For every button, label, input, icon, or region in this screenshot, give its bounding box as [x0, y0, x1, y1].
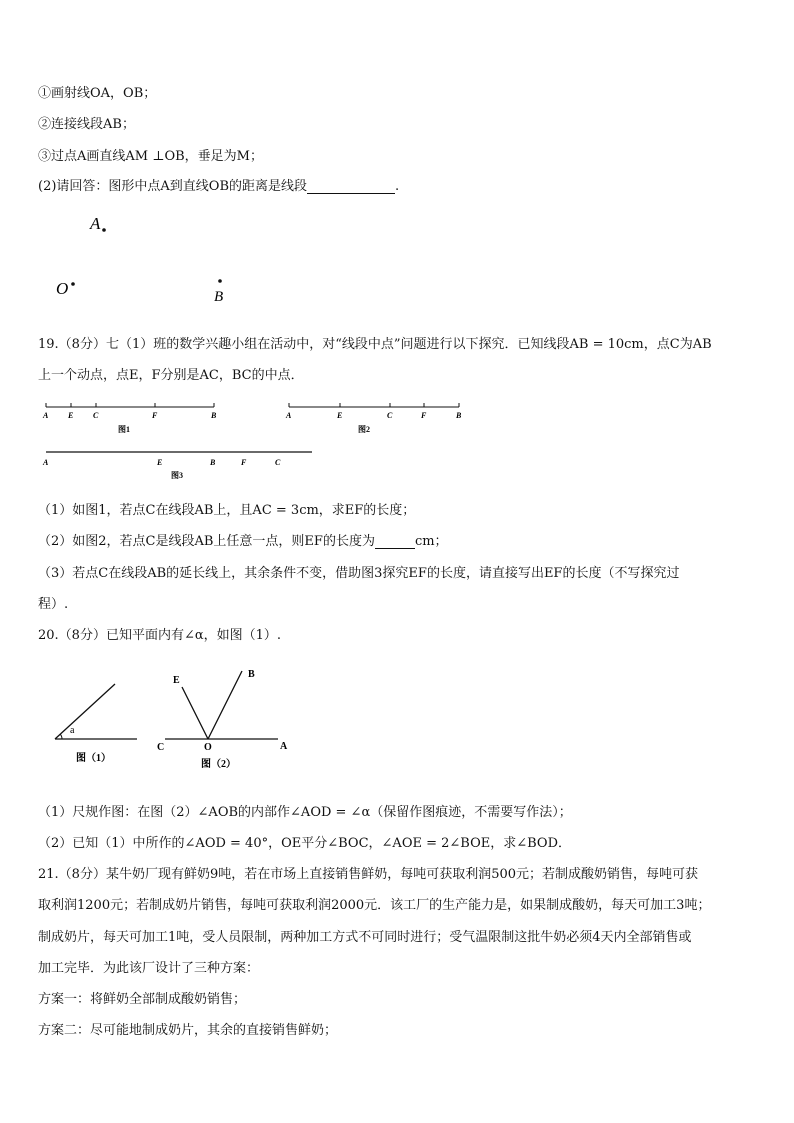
alpha-arc — [60, 734, 62, 739]
point-label-o: O — [56, 279, 69, 298]
q18-step2: ②连接线段AB； — [38, 117, 135, 132]
q18-points-figure — [40, 205, 260, 310]
q20-fig1-caption: 图（1） — [76, 753, 111, 764]
point-label-a: A — [90, 214, 101, 233]
fig3-caption: 图3 — [171, 471, 183, 480]
point-o-dot — [71, 282, 75, 286]
fig3-label-a: A — [43, 458, 49, 467]
q20-sub1: （1）尺规作图：在图（2）∠AOB的内部作∠AOD = ∠α（保留作图痕迹，不需要写作法）； — [38, 805, 572, 820]
q19-line2: 上一个动点，点E，F分别是AC，BC的中点． — [38, 368, 304, 383]
q18-part2 — [38, 175, 399, 194]
q19-sub1: （1）如图1，若点C在线段AB上，且AC = 3cm，求EF的长度； — [38, 503, 416, 518]
ray-oe — [182, 687, 208, 739]
q21-plan1: 方案一：将鲜奶全部制成酸奶销售； — [38, 992, 247, 1007]
point-b-dot — [218, 279, 222, 283]
fig2-label-b: B — [456, 411, 462, 420]
fig3-label-e: E — [157, 458, 163, 467]
fig1-label-e: E — [68, 411, 74, 420]
fig1-label-c: C — [93, 411, 99, 420]
point-label-b: B — [214, 289, 224, 305]
fig1-ticks — [46, 403, 214, 407]
label-o: O — [204, 742, 212, 753]
answer-blank — [375, 536, 415, 549]
q18-step1: ①画射线OA，OB； — [38, 86, 157, 101]
answer-blank — [307, 181, 395, 194]
label-e: E — [173, 675, 180, 686]
fig2-label-e: E — [337, 411, 343, 420]
label-b: B — [248, 669, 255, 680]
q19-segment-figures — [38, 400, 468, 482]
point-a-dot — [102, 228, 106, 232]
fig2-label-c: C — [387, 411, 393, 420]
alpha-side-ray — [55, 684, 115, 739]
fig2-ticks — [289, 403, 459, 407]
q20-sub2: （2）已知（1）中所作的∠AOD = 40°，OE平分∠BOC，∠AOE = 2∠BOE，求∠BOD． — [38, 836, 572, 851]
q18-part2-text: (2)请回答：图形中点A到直线OB的距离是线段 — [38, 179, 308, 194]
q19-sub2-text: （2）如图2，若点C是线段AB上任意一点，则EF的长度为 — [38, 534, 375, 549]
fig3-label-f: F — [241, 458, 247, 467]
q21-line3: 制成奶片，每天可加工1吨，受人员限制，两种加工方式不可同时进行；受气温限制这批牛奶必须4天内全部销售或 — [38, 930, 692, 945]
fig3-label-b: B — [210, 458, 216, 467]
q19-sub3-line1: （3）若点C在线段AB的延长线上，其余条件不变，借助图3探究EF的长度，请直接写出EF的长度（不写探究过 — [38, 566, 680, 581]
q20-angle-figures — [40, 660, 310, 775]
q21-plan2: 方案二：尽可能地制成奶片，其余的直接销售鲜奶； — [38, 1023, 338, 1038]
label-c: C — [157, 742, 165, 753]
fig2-caption: 图2 — [358, 425, 370, 434]
alpha-label: a — [70, 725, 75, 736]
q19-line1: 19.（8分）七（1）班的数学兴趣小组在活动中，对“线段中点”问题进行以下探究．已知线段AB = 10cm，点C为AB — [38, 337, 712, 352]
q20-fig2-caption: 图（2） — [201, 759, 236, 770]
fig2-label-a: A — [286, 411, 292, 420]
q18-part2-end: . — [395, 179, 400, 194]
fig1-caption: 图1 — [118, 425, 130, 434]
q21-line4: 加工完毕．为此该厂设计了三种方案： — [38, 961, 260, 976]
fig1-label-f: F — [152, 411, 158, 420]
q19-sub2 — [38, 530, 448, 549]
q21-line1: 21.（8分）某牛奶厂现有鲜奶9吨，若在市场上直接销售鲜奶，每吨可获取利润500元；若制成酸奶销售，每吨可获 — [38, 867, 699, 882]
fig1-label-a: A — [43, 411, 49, 420]
q20-line1: 20.（8分）已知平面内有∠α，如图（1）. — [38, 628, 282, 643]
q18-step3: ③过点A画直线AM ⊥OB，垂足为M； — [38, 149, 263, 164]
label-a: A — [280, 741, 288, 752]
q21-line2: 取利润1200元；若制成奶片销售，每吨可获取利润2000元．该工厂的生产能力是，如果制成酸奶，每天可加工3吨； — [38, 898, 711, 913]
fig2-label-f: F — [421, 411, 427, 420]
fig1-label-b: B — [211, 411, 217, 420]
ray-ob — [208, 671, 242, 739]
q19-sub3-line2: 程）. — [38, 597, 69, 612]
fig3-label-c: C — [275, 458, 281, 467]
q19-sub2-unit: cm； — [414, 534, 448, 549]
